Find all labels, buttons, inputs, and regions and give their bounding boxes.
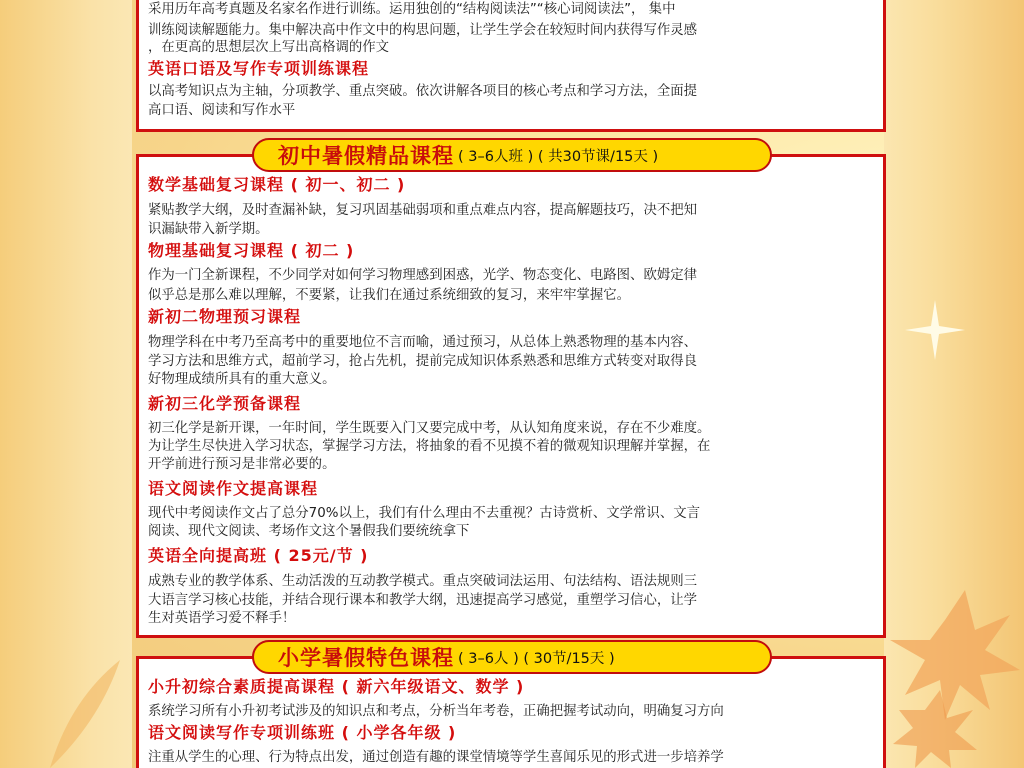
course-title-xiaoshengchu: 小升初综合素质提高课程 ( 新六年级语文、数学 ) [148, 677, 525, 696]
course-desc-line: 开学前进行预习是非常必要的。 [148, 457, 336, 472]
course-title-chinese-reading: 语文阅读作文提高课程 [148, 479, 319, 498]
course-title-chemistry-prep: 新初三化学预备课程 [148, 394, 302, 413]
course-desc-line: 好物理成绩所具有的重大意义。 [148, 372, 336, 387]
junior-banner-title: 初中暑假精品课程 [278, 144, 454, 168]
course-desc-line: 成熟专业的教学体系、生动活泼的互动教学模式。重点突破词法运用、句法结构、语法规则三 [148, 574, 698, 589]
course-desc-line: 识漏缺带入新学期。 [148, 222, 269, 237]
sparkle-icon [905, 300, 965, 360]
course-title-english-oral: 英语口语及写作专项训练课程 [148, 59, 370, 78]
primary-summer-banner [252, 640, 772, 674]
course-desc-line: 系统学习所有小升初考试涉及的知识点和考点，分析当年考卷，正确把握考试动向，明确复习方向 [148, 704, 724, 719]
course-desc-line: 学习方法和思维方式，超前学习，抢占先机，提前完成知识体系熟悉和思维方式转变对取得良 [148, 354, 698, 369]
course-desc-line: 高口语、阅读和写作水平 [148, 103, 296, 118]
course-desc-line: 大语言学习核心技能，并结合现行课本和教学大纲，迅速提高学习感觉，重塑学习信心，让学 [148, 593, 698, 608]
course-desc-line: 阅读、现代文阅读、考场作文这个暑假我们要统统拿下 [148, 524, 470, 539]
course-title-physics-preview: 新初二物理预习课程 [148, 307, 302, 326]
course-title-physics-review: 物理基础复习课程 ( 初二 ) [148, 241, 355, 260]
course-desc-line: 生对英语学习爱不释手！ [148, 611, 296, 626]
course-desc-line: 作为一门全新课程，不少同学对如何学习物理感到困惑，光学、物态变化、电路图、欧姆定律 [148, 268, 698, 283]
primary-banner-subtitle: ( 3–6人 ) ( 30节/15天 ) [458, 650, 615, 667]
course-desc-line: 似乎总是那么难以理解，不要紧，让我们在通过系统细致的复习，来牢牢掌握它。 [148, 288, 631, 303]
primary-banner-title: 小学暑假特色课程 [278, 646, 454, 670]
course-desc-line: 物理学科在中考乃至高考中的重要地位不言而喻，通过预习，从总体上熟悉物理的基本内容、 [148, 335, 698, 350]
reading-course-desc-line: ，在更高的思想层次上写出高格调的作文 [148, 40, 390, 55]
course-desc-line: 紧贴教学大纲，及时查漏补缺，复习巩固基础弱项和重点难点内容，提高解题技巧，决不把知 [148, 203, 698, 218]
course-title-primary-writing: 语文阅读写作专项训练班 ( 小学各年级 ) [148, 723, 457, 742]
course-desc-line: 为让学生尽快进入学习状态，掌握学习方法，将抽象的看不见摸不着的微观知识理解并掌握，在 [148, 439, 711, 454]
junior-summer-banner [252, 138, 772, 172]
reading-course-desc-line: 采用历年高考真题及名家名作进行训练。运用独创的“结构阅读法”“核心词阅读法”， 集中 [148, 2, 676, 17]
course-desc-line: 现代中考阅读作文占了总分70%以上，我们有什么理由不去重视？古诗赏析、文学常识、文言 [148, 506, 700, 521]
left-leaf-decoration [30, 640, 130, 768]
course-title-math-review: 数学基础复习课程 ( 初一、初二 ) [148, 175, 406, 194]
course-desc-line: 以高考知识点为主轴，分项教学、重点突破。依次讲解各项目的核心考点和学习方法，全面提 [148, 84, 698, 99]
course-title-english-full: 英语全向提高班 ( 25元/节 ) [148, 546, 369, 565]
course-desc-line: 注重从学生的心理、行为特点出发，通过创造有趣的课堂情境等学生喜闻乐见的形式进一步培养学 [148, 750, 724, 765]
maple-leaves-decoration [885, 560, 1024, 768]
reading-course-desc-line: 训练阅读解题能力。集中解决高中作文中的构思问题，让学生学会在较短时间内获得写作灵感 [148, 23, 698, 38]
course-desc-line: 初三化学是新开课，一年时间，学生既要入门又要完成中考，从认知角度来说，存在不少难度。 [148, 421, 711, 436]
junior-banner-subtitle: ( 3–6人班 ) ( 共30节课/15天 ) [458, 148, 659, 165]
